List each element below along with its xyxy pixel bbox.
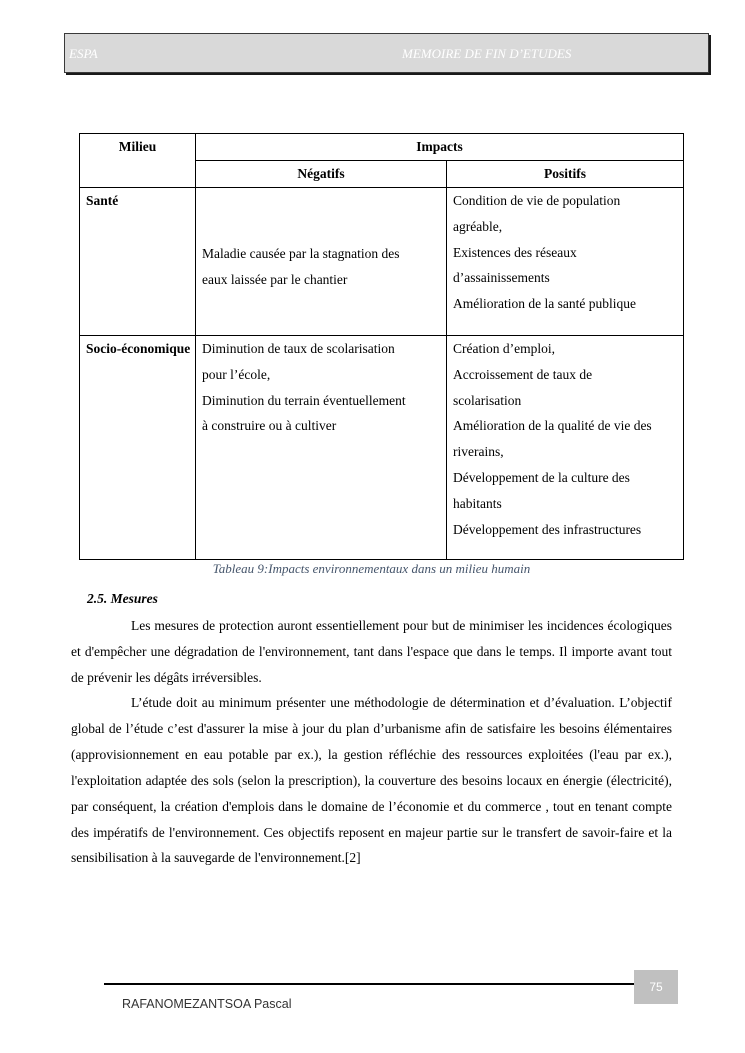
cell-line: riverains, xyxy=(453,444,504,460)
table-header-row xyxy=(80,134,684,161)
milieu-cell: Socio-économique xyxy=(80,336,196,560)
cell-line: Condition de vie de population xyxy=(453,193,621,208)
page-header xyxy=(64,33,709,73)
header-negatifs: Négatifs xyxy=(196,161,447,188)
cell-line: scolarisation xyxy=(453,392,522,408)
positifs-cell xyxy=(447,336,684,560)
table-row xyxy=(80,188,684,336)
cell-line: agréable, xyxy=(453,218,503,234)
cell-line: Amélioration de la qualité de vie des xyxy=(453,418,652,434)
cell-line: Création d’emploi, xyxy=(453,341,555,356)
header-impacts: Impacts xyxy=(196,134,684,161)
footer-rule xyxy=(104,983,634,985)
negatifs-cell xyxy=(196,188,447,336)
cell-line: Développement des infrastructures xyxy=(453,521,642,537)
impacts-table xyxy=(79,133,684,560)
table-row xyxy=(80,336,684,560)
cell-line: Diminution de taux de scolarisation xyxy=(202,341,395,356)
cell-line: habitants xyxy=(453,495,502,511)
cell-line: Accroissement de taux de xyxy=(453,366,593,382)
milieu-cell: Santé xyxy=(80,188,196,336)
cell-line: Développement de la culture des xyxy=(453,469,630,485)
cell-line: Amélioration de la santé publique xyxy=(453,296,636,312)
cell-line: Maladie causée par la stagnation des xyxy=(202,245,400,261)
cell-line: à construire ou à cultiver xyxy=(202,418,337,434)
header-milieu: Milieu xyxy=(80,134,196,188)
cell-line: eaux laissée par le chantier xyxy=(202,271,348,287)
header-right-text: MEMOIRE DE FIN D’ETUDES xyxy=(402,46,572,61)
section-title: 2.5. Mesures xyxy=(87,591,158,606)
paragraph-text: L’étude doit au minimum présenter une méthodologie de détermination et d’évaluation. L’objectif global de l’étude c’est d'assurer la mise à jour du plan d’urbanisme afin de satisfaire les besoins élémentaires (approvisionnement en eau potable par ex.), la gestion réfléchie des ressources exploitées (l'eau par ex.), l'exploitation adaptée des sols (selon la prescription), la couverture des besoins locaux en énergie (électricité), par conséquent, la création d'emplois dans le domaine de l’économie et du commerce , tout en tenant compte des impératifs de l'environnement. Ces objectifs reposent en majeur partie sur le transfert de savoir-faire et la sensibilisation à la sauvegarde de l'environnement.[2] xyxy=(71,695,672,866)
positifs-cell xyxy=(447,188,684,336)
page-number: 75 xyxy=(634,970,678,1004)
paragraph xyxy=(71,690,672,871)
paragraph-text: Les mesures de protection auront essentiellement pour but de minimiser les incidences écologiques et d'empêcher une dégradation de l'environnement, tant dans l'espace que dans le temps. Il importe avant tout de prévenir les dégâts irréversibles. xyxy=(71,618,672,685)
header-left-text: ESPA xyxy=(69,46,98,61)
negatifs-cell xyxy=(196,336,447,560)
cell-line: d’assainissements xyxy=(453,270,550,286)
cell-line: Existences des réseaux xyxy=(453,244,577,260)
author-name: RAFANOMEZANTSOA Pascal xyxy=(122,997,292,1011)
cell-line: Diminution du terrain éventuellement xyxy=(202,392,406,408)
paragraph xyxy=(71,613,672,691)
caption-text: Tableau 9:Impacts environnementaux dans un milieu humain xyxy=(212,561,531,576)
cell-line: pour l’école, xyxy=(202,366,271,382)
table-caption xyxy=(0,561,745,577)
header-positifs: Positifs xyxy=(447,161,684,188)
